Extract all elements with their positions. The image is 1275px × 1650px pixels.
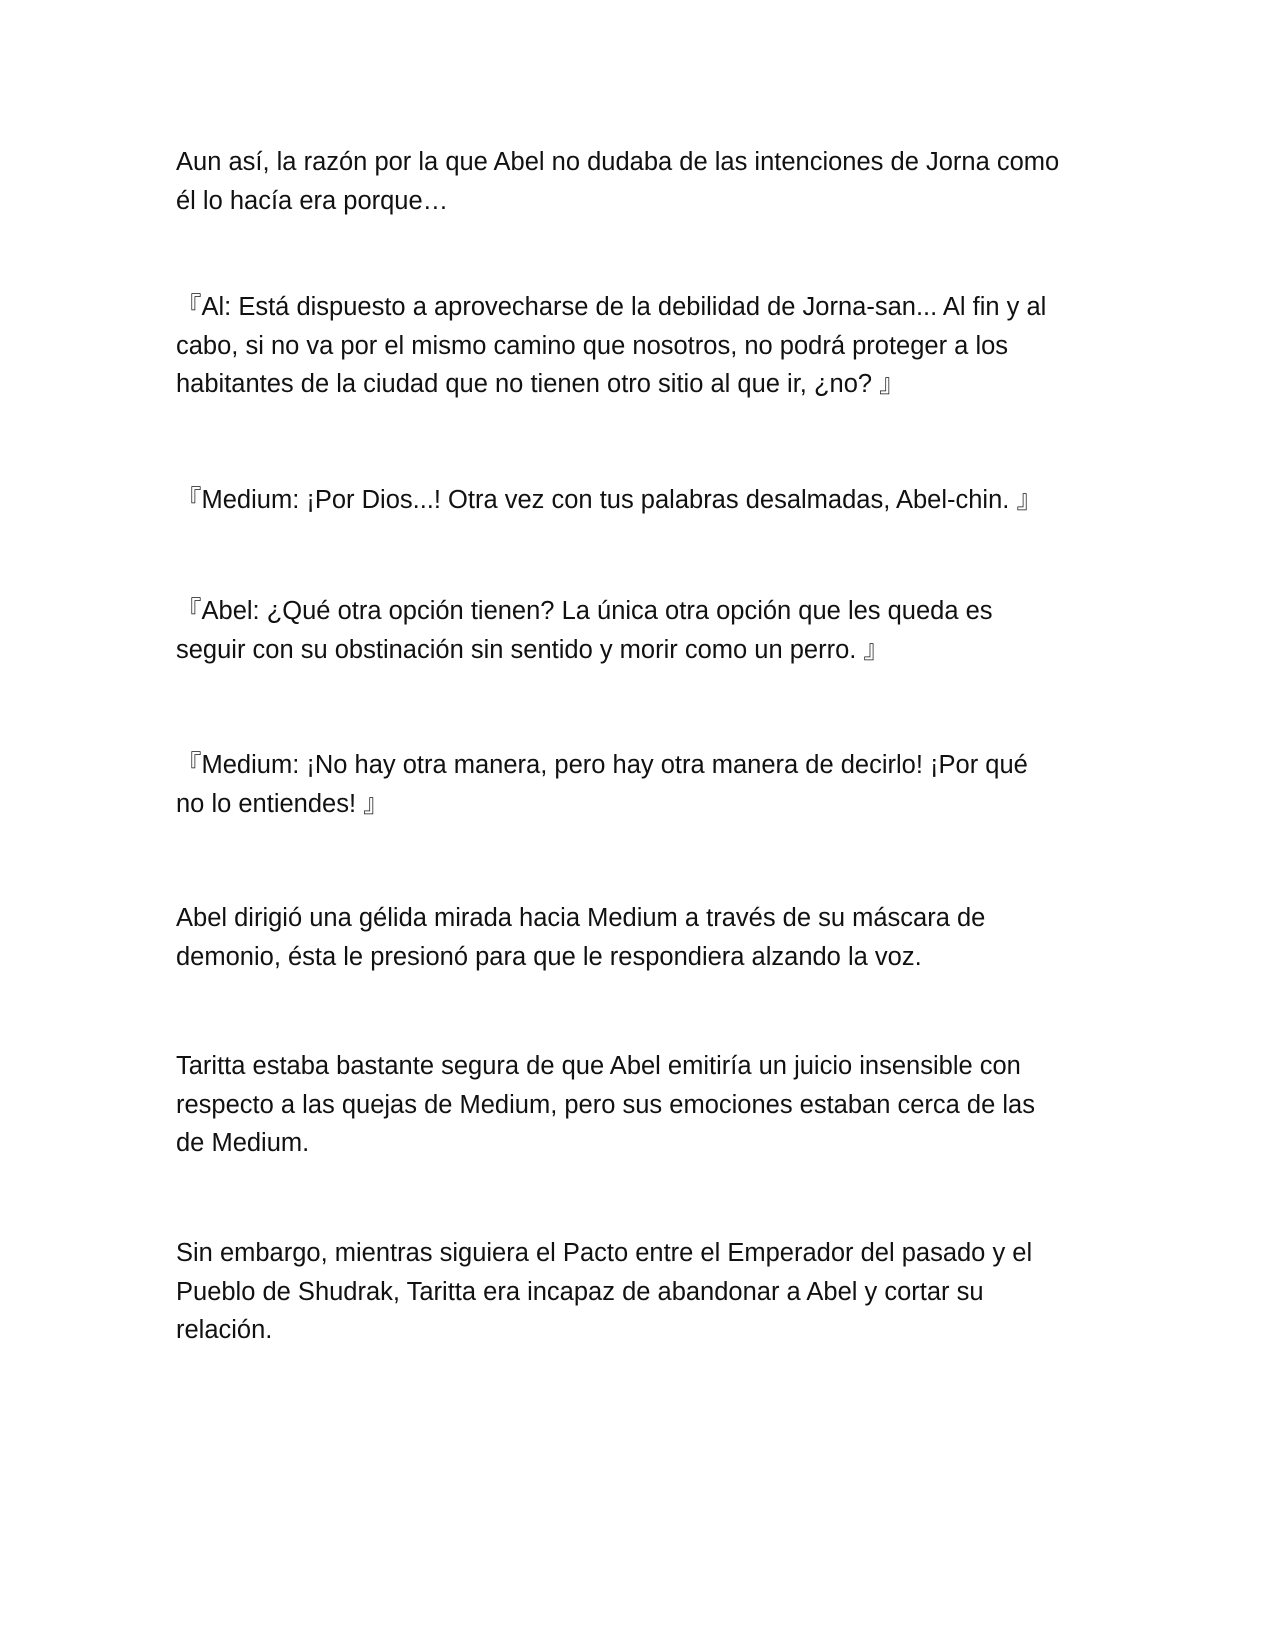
text-line: 『Medium: ¡No hay otra manera, pero hay otra manera de decirlo! ¡Por qué xyxy=(176,751,1028,779)
paragraph-dialogue-medium-2 xyxy=(176,746,1116,823)
paragraph-narration-3 xyxy=(176,1047,1116,1163)
text-line: 『Al: Está dispuesto a aprovecharse de la debilidad de Jorna-san... Al fin y al xyxy=(176,293,1047,321)
text-line: relación. xyxy=(176,1316,273,1344)
paragraph-dialogue-medium-1 xyxy=(176,481,1116,520)
paragraph-narration-4 xyxy=(176,1234,1116,1350)
text-line: no lo entiendes! 』 xyxy=(176,789,389,818)
text-line: Sin embargo, mientras siguiera el Pacto entre el Emperador del pasado y el xyxy=(176,1239,1033,1267)
paragraph-dialogue-al xyxy=(176,288,1116,404)
text-line: cabo, si no va por el mismo camino que nosotros, no podrá proteger a los xyxy=(176,331,1009,360)
text-line: 『Abel: ¿Qué otra opción tienen? La única otra opción que les queda es xyxy=(176,597,993,625)
paragraph-narration-1 xyxy=(176,143,1116,220)
text-line: seguir con su obstinación sin sentido y morir como un perro. 』 xyxy=(176,635,889,664)
text-line: Aun así, la razón por la que Abel no dudaba de las intenciones de Jorna como xyxy=(176,148,1060,176)
text-line: habitantes de la ciudad que no tienen otro sitio al que ir, ¿no? 』 xyxy=(176,370,905,398)
paragraph-narration-2 xyxy=(176,899,1116,976)
text-line: demonio, ésta le presionó para que le respondiera alzando la voz. xyxy=(176,942,922,971)
text-line: respecto a las quejas de Medium, pero sus emociones estaban cerca de las xyxy=(176,1090,1035,1119)
text-line: Taritta estaba bastante segura de que Abel emitiría un juicio insensible con xyxy=(176,1052,1021,1080)
text-line: 『Medium: ¡Por Dios...! Otra vez con tus palabras desalmadas, Abel-chin. 』 xyxy=(176,486,1042,514)
text-line: Abel dirigió una gélida mirada hacia Medium a través de su máscara de xyxy=(176,904,986,932)
text-line: de Medium. xyxy=(176,1129,310,1157)
text-line: él lo hacía era porque… xyxy=(176,186,449,215)
text-line: Pueblo de Shudrak, Taritta era incapaz de abandonar a Abel y cortar su xyxy=(176,1277,984,1306)
paragraph-dialogue-abel xyxy=(176,592,1116,669)
